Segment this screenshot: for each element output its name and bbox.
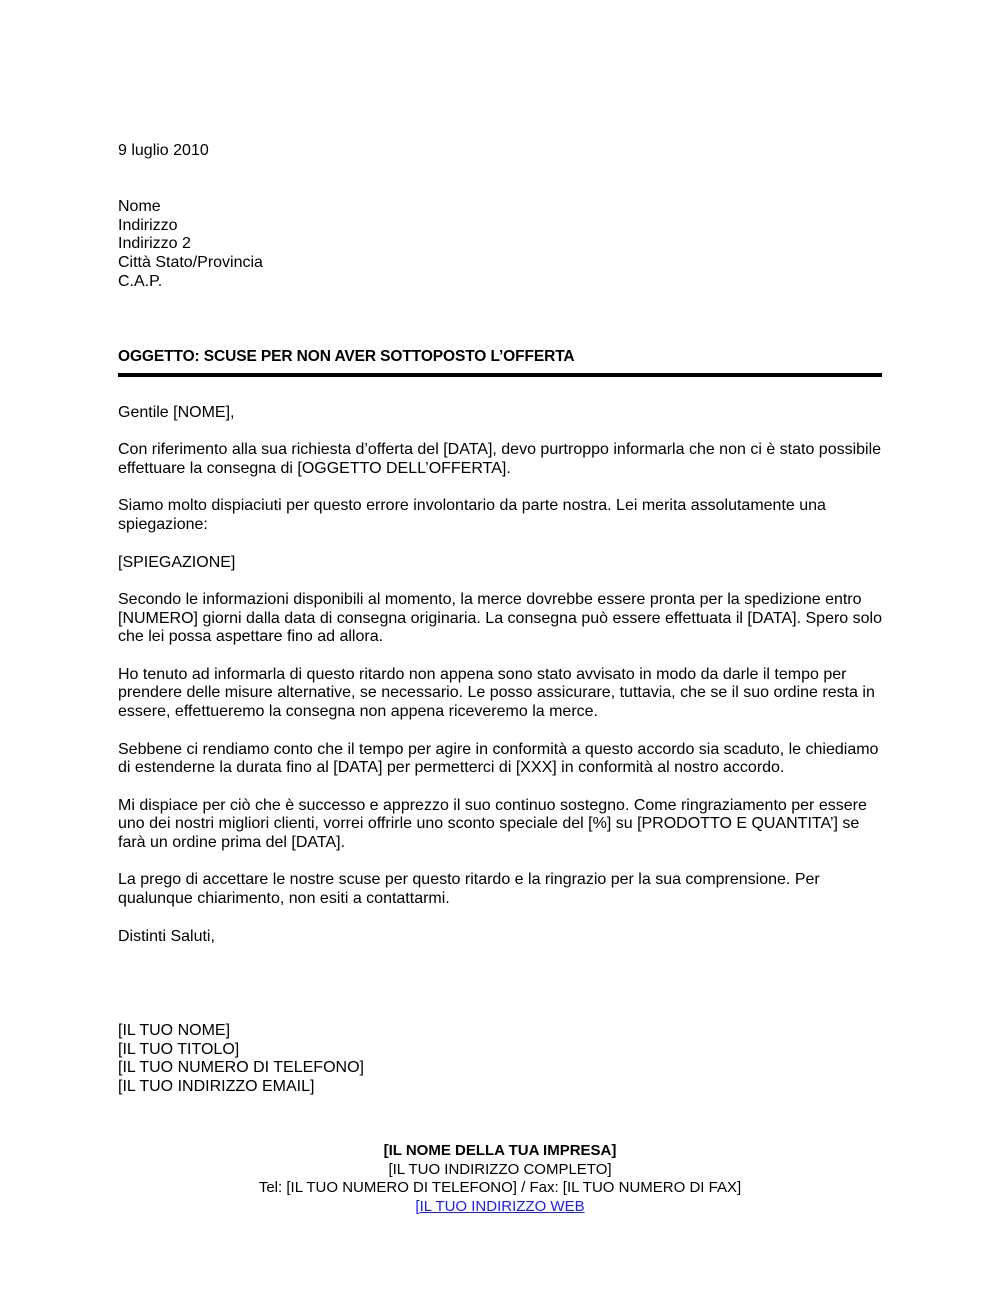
company-name: [IL NOME DELLA TUA IMPRESA]: [383, 1142, 617, 1159]
recipient-address-line-1: Indirizzo: [118, 216, 178, 234]
letter-subject: OGGETTO: SCUSE PER NON AVER SOTTOPOSTO L’OFFERTA: [118, 348, 575, 365]
paragraph: Ho tenuto ad informarla di questo ritardo non appena sono stato avvisato in modo da darle il tempo per prendere delle misure alternative, se necessario. Le posso assicurare, tuttavia, che se il suo ordine resta in essere, effettueremo la consegna non appena riceveremo la merce.: [118, 665, 875, 721]
paragraph: La prego di accettare le nostre scuse per questo ritardo e la ringrazio per la sua comprensione. Per qualunque chiarimento, non esiti a contattarmi.: [118, 871, 820, 908]
subject-divider: [118, 373, 882, 377]
signature-block: [118, 1022, 364, 1097]
paragraph: Mi dispiace per ciò che è successo e apprezzo il suo continuo sostegno. Come ringraziamento per essere uno dei nostri migliori clienti, vorrei offrirle uno sconto speciale del [%] su [PRODOTTO E QUANTITA’] se farà un ordine prima del [DATA].: [118, 796, 867, 852]
salutation: Gentile [NOME],: [118, 404, 235, 421]
recipient-city-state: Città Stato/Provincia: [118, 254, 263, 272]
closing: Distinti Saluti,: [118, 927, 215, 945]
letter-date: 9 luglio 2010: [118, 142, 209, 159]
signature-name: [IL TUO NOME]: [118, 1022, 231, 1039]
paragraph: Sebbene ci rendiamo conto che il tempo per agire in conformità a questo accordo sia scaduto, le chiediamo di estenderne la durata fino al [DATA] per permetterci di [XXX] in conformità al nostro accordo.: [118, 740, 879, 777]
letter-body: [118, 404, 882, 965]
paragraph: Con riferimento alla sua richiesta d’offerta del [DATA], devo purtroppo informarla che non ci è stato possibile effettuare la consegna di [OGGETTO DELL’OFFERTA].: [118, 441, 882, 478]
signature-title: [IL TUO TITOLO]: [118, 1040, 240, 1058]
signature-email: [IL TUO INDIRIZZO EMAIL]: [118, 1078, 315, 1096]
company-website-link[interactable]: [IL TUO INDIRIZZO WEB: [415, 1197, 585, 1215]
recipient-address-line-2: Indirizzo 2: [118, 235, 191, 253]
company-address: [IL TUO INDIRIZZO COMPLETO]: [388, 1160, 612, 1178]
recipient-postal-code: C.A.P.: [118, 272, 163, 290]
company-contact: Tel: [IL TUO NUMERO DI TELEFONO] / Fax: [IL TUO NUMERO DI FAX]: [258, 1179, 742, 1196]
signature-phone: [IL TUO NUMERO DI TELEFONO]: [118, 1059, 364, 1077]
letterhead-footer: [0, 1142, 1000, 1216]
paragraph: Secondo le informazioni disponibili al momento, la merce dovrebbe essere pronta per la spedizione entro [NUMERO] giorni dalla data di consegna originaria. La consegna può essere effettuata il [DATA]. Spero solo che lei possa aspettare fino ad allora.: [118, 590, 882, 646]
recipient-name: Nome: [118, 198, 161, 215]
recipient-address: [118, 198, 263, 292]
paragraph: [SPIEGAZIONE]: [118, 553, 236, 571]
paragraph: Siamo molto dispiaciuti per questo errore involontario da parte nostra. Lei merita assolutamente una spiegazione:: [118, 497, 826, 534]
